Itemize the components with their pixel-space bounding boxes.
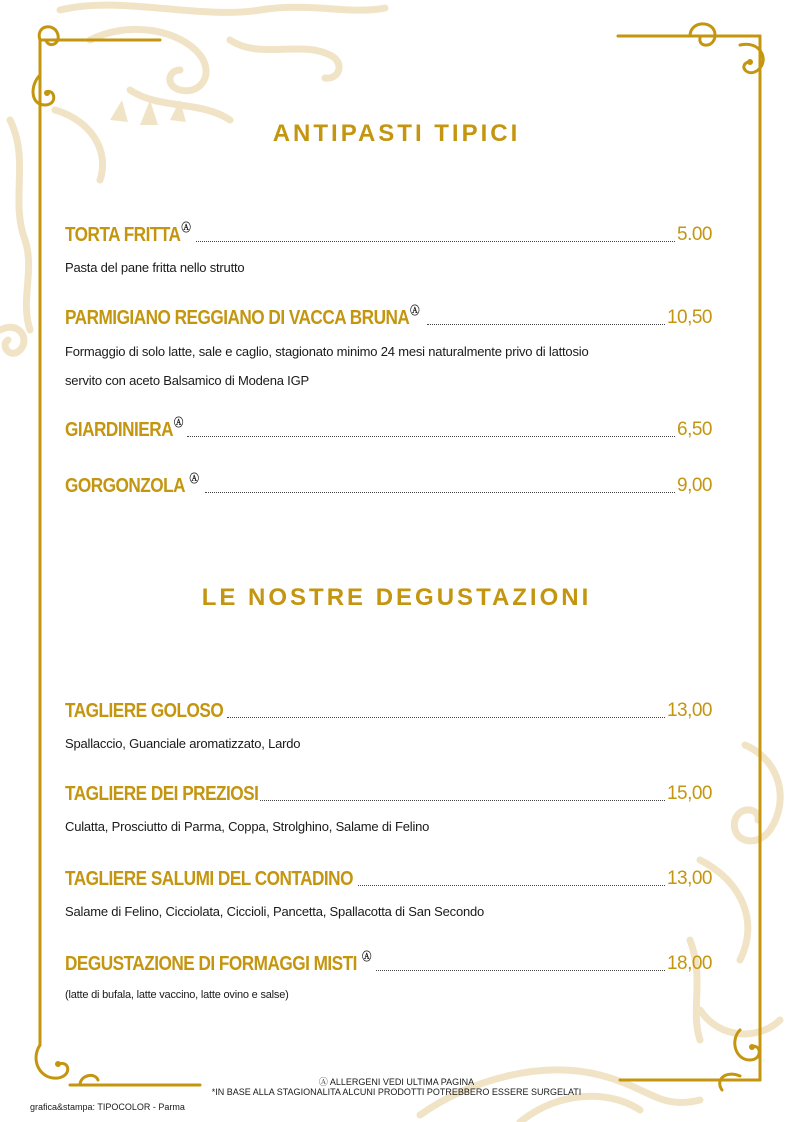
print-credit: grafica&stampa: TIPOCOLOR - Parma xyxy=(30,1102,185,1112)
menu-item xyxy=(65,868,712,926)
footer-note xyxy=(0,1077,793,1097)
item-description xyxy=(65,337,712,395)
dot-leader xyxy=(427,323,665,325)
item-name: TAGLIERE GOLOSO xyxy=(65,700,224,722)
menu-item xyxy=(65,224,712,282)
allergen-icon: Ⓐ xyxy=(362,951,371,963)
menu-item xyxy=(65,783,712,841)
item-name: PARMIGIANO REGGIANO DI VACCA BRUNAⒶ xyxy=(65,305,420,329)
item-description: (latte di bufala, latte vaccino, latte ovino e salse) xyxy=(65,989,289,1001)
allergen-icon: Ⓐ xyxy=(181,222,191,234)
dot-leader xyxy=(196,240,675,242)
item-name: GIARDINIERAⒶ xyxy=(65,417,183,441)
dot-leader xyxy=(376,969,665,971)
allergen-icon: Ⓐ xyxy=(173,417,183,429)
item-name: TAGLIERE SALUMI DEL CONTADINO xyxy=(65,868,353,890)
item-name: TAGLIERE DEI PREZIOSI xyxy=(65,783,259,805)
item-description: Pasta del pane fritta nello strutto xyxy=(65,260,245,275)
menu-item xyxy=(65,307,712,395)
item-name: DEGUSTAZIONE DI FORMAGGI MISTI Ⓐ xyxy=(65,951,371,975)
allergen-note: Ⓐ ALLERGENI VEDI ULTIMA PAGINA xyxy=(318,1077,475,1087)
item-price: 6,50 xyxy=(677,419,712,440)
menu-item xyxy=(65,953,712,1009)
item-price: 15,00 xyxy=(666,783,712,804)
item-price: 5.00 xyxy=(677,224,712,245)
item-name: TORTA FRITTAⒶ xyxy=(65,222,191,246)
menu-item xyxy=(65,700,712,758)
dot-leader xyxy=(205,491,675,493)
dot-leader xyxy=(187,435,675,437)
dot-leader xyxy=(260,799,665,801)
menu-item xyxy=(65,475,712,497)
item-price: 13,00 xyxy=(666,868,712,889)
dot-leader xyxy=(227,716,665,718)
item-price: 18,00 xyxy=(666,953,712,974)
seasonal-note: *IN BASE ALLA STAGIONALITA ALCUNI PRODOTTI POTREBBERO ESSERE SURGELATI xyxy=(211,1087,582,1097)
description-line: servito con aceto Balsamico di Modena IGP xyxy=(65,373,309,388)
menu-item xyxy=(65,419,712,441)
section-title-antipasti: ANTIPASTI TIPICI xyxy=(272,120,521,147)
item-description: Culatta, Prosciutto di Parma, Coppa, Strolghino, Salame di Felino xyxy=(65,819,430,834)
item-price: 10,50 xyxy=(666,307,712,328)
item-description: Spallaccio, Guanciale aromatizzato, Lardo xyxy=(65,736,301,751)
dot-leader xyxy=(358,884,665,886)
item-price: 13,00 xyxy=(666,700,712,721)
description-line: Formaggio di solo latte, sale e caglio, stagionato minimo 24 mesi naturalmente privo di lattosio xyxy=(65,344,589,359)
item-name: GORGONZOLA Ⓐ xyxy=(65,473,199,497)
allergen-icon: Ⓐ xyxy=(410,305,420,317)
allergen-icon: Ⓐ xyxy=(189,473,199,485)
item-price: 9,00 xyxy=(677,475,712,496)
item-description: Salame di Felino, Cicciolata, Ciccioli, Pancetta, Spallacotta di San Secondo xyxy=(65,904,485,919)
section-title-degustazioni: LE NOSTRE DEGUSTAZIONI xyxy=(201,584,592,611)
